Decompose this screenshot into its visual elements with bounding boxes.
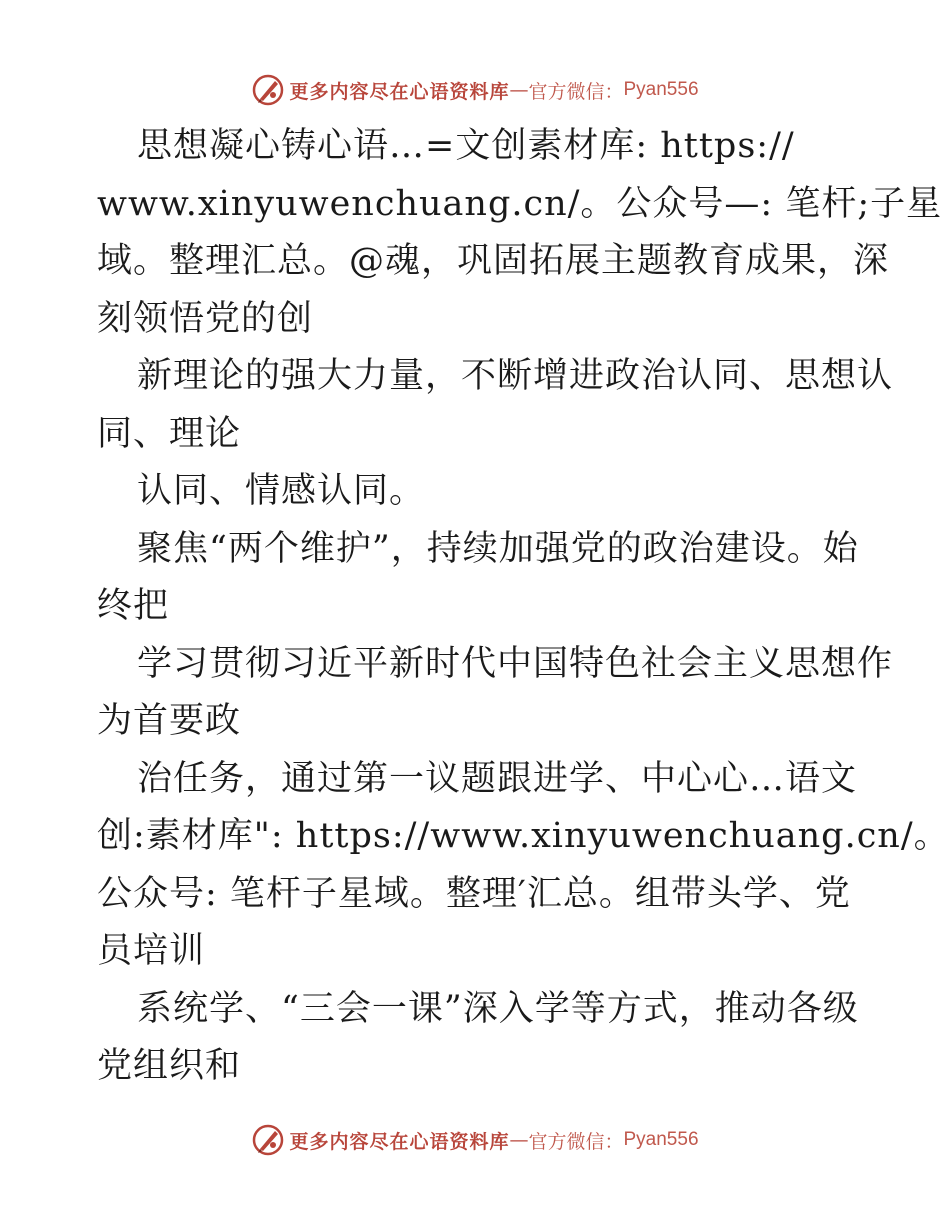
text-line: 域。整理汇总。@魂，巩固拓展主题教育成果，深	[97, 241, 890, 281]
text-line: 刻领悟党的创	[97, 298, 314, 339]
text-line: 聚焦“两个维护”，持续加强党的政治建设。始	[137, 528, 859, 569]
header-banner	[0, 70, 950, 110]
banner-official-label: 官方微信：	[528, 80, 624, 103]
footer-banner	[0, 1120, 950, 1160]
pen-logo-icon	[251, 73, 285, 107]
text-line: 认同、情感认同。	[137, 471, 426, 511]
text-line: 终把	[97, 586, 170, 626]
banner-official-label: 官方微信：	[528, 1130, 624, 1153]
text-line: 治任务，通过第一议题跟进学、中心心…语文	[137, 758, 858, 799]
text-line: 公众号: 笔杆子星域。整理′汇总。组带头学、党	[97, 873, 851, 914]
text-line: 为首要政	[97, 701, 242, 741]
text-line: www.xinyuwenchuang.cn/。公众号—: 笔杆;子星	[97, 183, 943, 224]
banner-wechat-id: Pyan556	[623, 1129, 699, 1150]
text-line: 系统学、“三会一课”深入学等方式，推动各级	[137, 988, 859, 1029]
banner-brand-text: 更多内容尽在心语资料库	[289, 1130, 510, 1153]
text-line: 员培训	[97, 931, 206, 971]
text-line: 学习贯彻习近平新时代中国特色社会主义思想作	[137, 643, 894, 684]
banner-wechat-id: Pyan556	[623, 79, 699, 100]
banner-separator: —	[509, 79, 529, 101]
banner-brand-text: 更多内容尽在心语资料库	[289, 80, 510, 103]
pen-logo-icon	[251, 1123, 285, 1157]
document-body	[97, 118, 950, 1096]
text-line: 同、理论	[97, 413, 242, 454]
text-line: 思想凝心铸心语…=文创素材库: https://	[137, 126, 795, 166]
text-line: 新理论的强大力量，不断增进政治认同、思想认	[137, 356, 894, 396]
banner-separator: —	[509, 1129, 529, 1151]
text-line: 创:素材库": https://www.xinyuwenchuang.cn/。	[97, 816, 950, 856]
text-line: 党组织和	[97, 1046, 242, 1086]
